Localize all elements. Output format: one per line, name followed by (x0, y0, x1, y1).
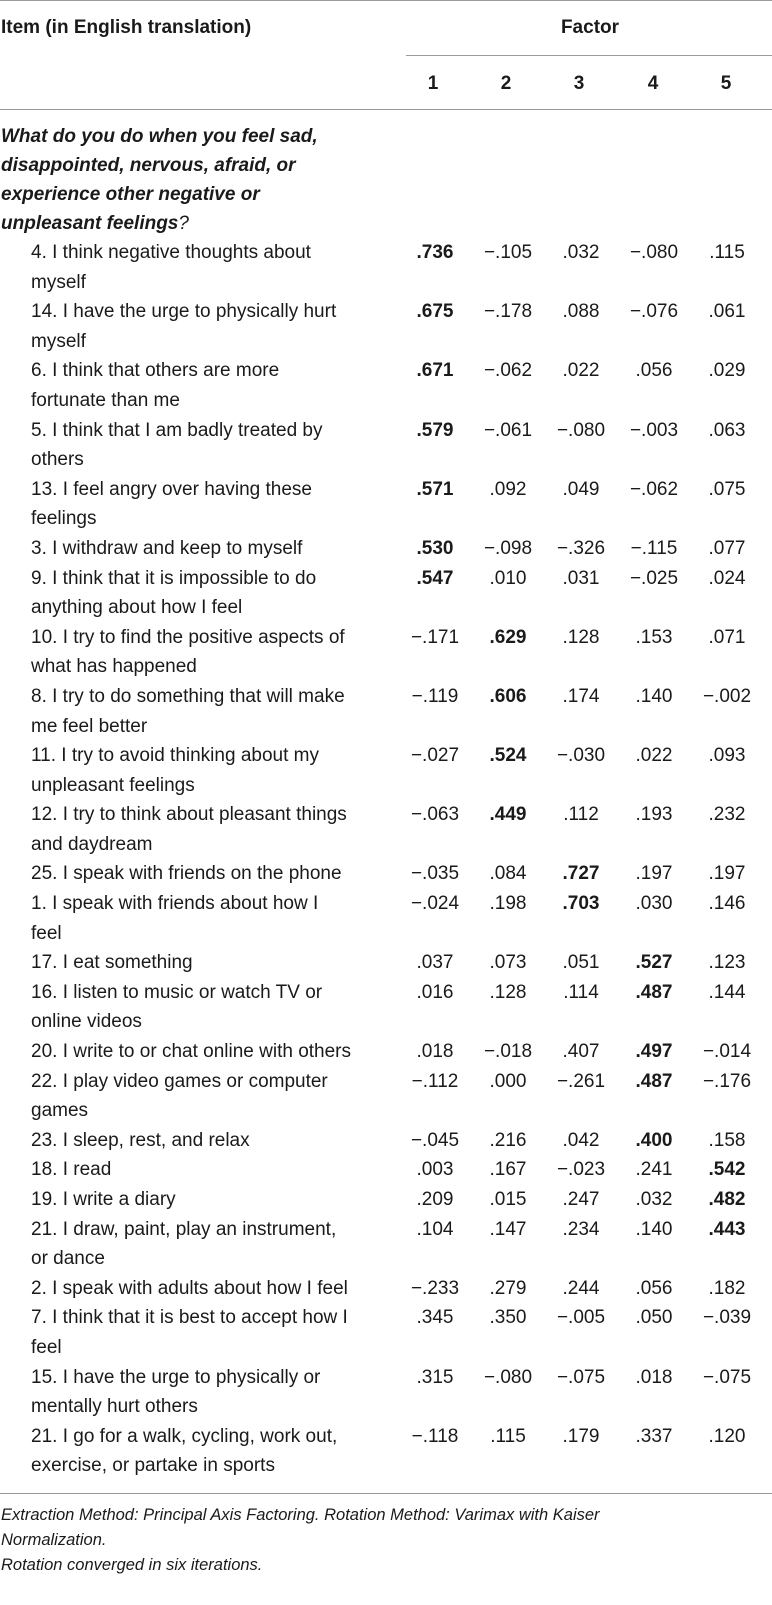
loading-factor-4: .527 (635, 952, 673, 974)
loading-factor-5: .542 (708, 1159, 746, 1181)
loading-factor-2: .524 (489, 745, 527, 767)
loading-factor-2: .000 (489, 1070, 527, 1092)
item-label-line: fortunate than me (31, 389, 180, 411)
item-label-line: and daydream (31, 833, 153, 855)
loading-factor-5: .197 (708, 863, 746, 885)
loading-factor-3: .234 (562, 1218, 600, 1240)
loading-factor-4: −.115 (630, 537, 678, 559)
item-label-line: 20. I write to or chat online with others (31, 1041, 351, 1063)
item-label (0, 1155, 389, 1185)
loading-factor-1: .315 (416, 1366, 454, 1388)
loading-factor-5: .123 (708, 952, 746, 974)
item-label-line: 19. I write a diary (31, 1189, 176, 1210)
loading-factor-1: −.035 (410, 863, 460, 885)
loading-factor-3: −.030 (556, 745, 606, 767)
loading-factor-4: .497 (635, 1041, 673, 1063)
loading-factor-1: .530 (416, 537, 454, 559)
loading-factor-1: −.024 (410, 893, 460, 915)
item-label-line: others (31, 449, 84, 471)
section-question-line: disappointed, nervous, afraid, or (1, 155, 296, 176)
loading-factor-1: .675 (416, 301, 454, 323)
loading-factor-2: .084 (489, 863, 527, 885)
loading-factor-4: .022 (635, 745, 673, 767)
loading-factor-4: .018 (635, 1366, 673, 1388)
item-label-line: 14. I have the urge to physically hurt (31, 301, 337, 323)
loading-factor-4: .056 (635, 360, 673, 382)
loading-factor-5: .482 (708, 1189, 746, 1210)
loading-factor-3: −.261 (556, 1070, 606, 1092)
section-question-line (1, 209, 772, 238)
item-label (0, 475, 389, 534)
loading-factor-2: .629 (489, 626, 527, 648)
loading-factor-1: .003 (416, 1159, 454, 1181)
loading-factor-5: .120 (708, 1425, 746, 1447)
loading-factor-3: .031 (562, 567, 600, 589)
loading-factor-4: .140 (635, 685, 673, 707)
loading-factor-1: .037 (416, 952, 454, 974)
loading-factor-5: −.176 (702, 1070, 752, 1092)
loading-factor-5: .232 (708, 804, 746, 826)
factor-1-header: 1 (427, 73, 439, 94)
table-row (0, 564, 772, 623)
loading-factor-4: .032 (635, 1189, 673, 1210)
table-row (0, 1303, 772, 1362)
item-label-line: myself (31, 330, 86, 352)
table-row (0, 1067, 772, 1126)
loading-factor-1: .016 (416, 981, 454, 1003)
loading-factor-2: −.018 (483, 1041, 533, 1063)
factor-5-header: 5 (720, 73, 732, 94)
item-label (0, 1274, 389, 1304)
item-label (0, 741, 389, 800)
loading-factor-5: .029 (708, 360, 746, 382)
loading-factor-3: −.075 (556, 1366, 606, 1388)
loading-factor-1: −.045 (410, 1129, 460, 1151)
loading-factor-1: .736 (416, 242, 454, 263)
loading-factor-1: −.171 (410, 626, 460, 648)
loading-factor-5: .158 (708, 1129, 746, 1151)
item-label-line: me feel better (31, 715, 148, 737)
section-question-line: What do you do when you feel sad, (1, 126, 318, 147)
item-label-line: 15. I have the urge to physically or (31, 1366, 321, 1388)
loading-factor-3: .042 (562, 1129, 600, 1151)
item-label (0, 1363, 389, 1422)
loading-factor-2: −.061 (483, 419, 533, 441)
item-label (0, 1185, 389, 1215)
loading-factor-1: −.118 (411, 1425, 459, 1447)
loading-factor-3: −.023 (556, 1159, 606, 1181)
item-label-line: 11. I try to avoid thinking about my (31, 745, 319, 767)
item-label-line: mentally hurt others (31, 1396, 198, 1418)
table-row (0, 682, 772, 741)
loading-factor-3: .244 (562, 1277, 600, 1299)
loading-factor-4: .197 (635, 863, 673, 885)
loading-factor-1: −.233 (410, 1277, 460, 1299)
item-label (0, 859, 389, 889)
loading-factor-4: .487 (635, 981, 673, 1003)
item-label (0, 1037, 389, 1067)
loading-factor-5: .071 (708, 626, 746, 648)
loading-factor-1: −.119 (411, 685, 459, 707)
item-label-line: 1. I speak with friends about how I (31, 893, 319, 915)
item-label-line: 23. I sleep, rest, and relax (31, 1129, 250, 1151)
loading-factor-3: .051 (562, 952, 600, 974)
item-label (0, 564, 389, 623)
loading-factor-4: .400 (635, 1129, 673, 1151)
loading-factor-5: .182 (708, 1277, 746, 1299)
table-row (0, 1185, 772, 1215)
item-label (0, 978, 389, 1037)
loading-factor-3: .114 (563, 981, 599, 1003)
loading-factor-4: .030 (635, 893, 673, 915)
table-row (0, 1215, 772, 1274)
loading-factor-2: .092 (489, 478, 527, 500)
table-row (0, 238, 772, 297)
loading-factor-4: −.025 (629, 567, 679, 589)
loading-factor-2: −.098 (483, 537, 533, 559)
item-label-line: 13. I feel angry over having these (31, 478, 312, 500)
loading-factor-3: .049 (562, 478, 600, 500)
table-row (0, 1363, 772, 1422)
loading-factor-2: .167 (489, 1159, 527, 1181)
item-label-line: 3. I withdraw and keep to myself (31, 537, 303, 559)
loading-factor-5: .115 (709, 242, 745, 263)
loading-factor-3: .088 (562, 301, 600, 323)
loading-factor-5: −.014 (702, 1041, 752, 1063)
table-row (0, 741, 772, 800)
loading-factor-1: .209 (416, 1189, 454, 1210)
loading-factor-5: .063 (708, 419, 746, 441)
table-row (0, 534, 772, 564)
loading-factor-4: .140 (635, 1218, 673, 1240)
item-label-line: or dance (31, 1248, 105, 1270)
loading-factor-1: −.063 (410, 804, 460, 826)
item-label (0, 1126, 389, 1156)
loading-factor-2: .216 (489, 1129, 527, 1151)
table-footnote (0, 1493, 772, 1578)
item-label (0, 1215, 389, 1274)
item-label-line: 2. I speak with adults about how I feel (31, 1277, 348, 1299)
item-label-line: 21. I draw, paint, play an instrument, (31, 1218, 337, 1240)
section-question-text: unpleasant feelings (1, 213, 179, 234)
loading-factor-5: .075 (708, 478, 746, 500)
item-label-line: feel (31, 922, 62, 944)
loading-factor-4: .050 (635, 1307, 673, 1329)
table-row (0, 1422, 772, 1481)
item-label-line: 4. I think negative thoughts about (31, 242, 311, 263)
loading-factor-5: .077 (708, 537, 746, 559)
table-row (0, 978, 772, 1037)
item-label-line: 6. I think that others are more (31, 360, 280, 382)
item-label (0, 682, 389, 741)
loading-factor-4: −.003 (629, 419, 679, 441)
loading-factor-1: .671 (416, 360, 454, 382)
item-label (0, 297, 389, 356)
item-label-line: myself (31, 271, 86, 293)
loading-factor-5: −.002 (702, 685, 752, 707)
item-label-line: 18. I read (31, 1159, 112, 1181)
loading-factor-2: .449 (489, 804, 527, 826)
item-label (0, 1067, 389, 1126)
loading-factor-3: .174 (562, 685, 600, 707)
loading-factor-1: .547 (416, 567, 454, 589)
loading-factor-3: −.005 (556, 1307, 606, 1329)
factor-2-header: 2 (500, 73, 512, 94)
item-label (0, 238, 389, 297)
item-label-line: 17. I eat something (31, 952, 193, 974)
loading-factor-3: .032 (562, 242, 600, 263)
item-column-header: Item (in English translation) (1, 17, 252, 38)
loading-factor-3: .179 (562, 1425, 600, 1447)
header-divider (406, 55, 772, 56)
question-mark: ? (178, 213, 189, 234)
loading-factor-2: .606 (489, 685, 527, 707)
loading-factor-2: .147 (489, 1218, 527, 1240)
loading-factor-2: .279 (489, 1277, 527, 1299)
table-row (0, 1126, 772, 1156)
loading-factor-1: −.112 (411, 1070, 459, 1092)
table-row (0, 475, 772, 534)
table-row (0, 859, 772, 889)
loading-factor-4: −.062 (629, 478, 679, 500)
loading-factor-1: .579 (416, 419, 454, 441)
item-label (0, 356, 389, 415)
loading-factor-2: .073 (489, 952, 527, 974)
item-label (0, 1303, 389, 1362)
table-row (0, 356, 772, 415)
item-label-line: 7. I think that it is best to accept how I (31, 1307, 348, 1329)
item-label-line: 12. I try to think about pleasant things (31, 804, 347, 826)
item-label-line: exercise, or partake in sports (31, 1455, 275, 1477)
table-row (0, 800, 772, 859)
factor-column-header: Factor (560, 17, 620, 38)
loading-factor-2: −.105 (483, 242, 533, 263)
item-label-line: 8. I try to do something that will make (31, 685, 345, 707)
factor-3-header: 3 (573, 73, 585, 94)
loading-factor-3: .022 (562, 360, 600, 382)
loading-factor-4: −.080 (629, 242, 679, 263)
table-row (0, 1037, 772, 1067)
loading-factor-3: −.326 (556, 537, 606, 559)
factor-4-header: 4 (647, 73, 659, 94)
item-label-line: feelings (31, 508, 97, 530)
table-body (0, 238, 772, 1481)
loading-factor-4: .487 (635, 1070, 673, 1092)
item-label-line: online videos (31, 1011, 142, 1033)
loading-factor-4: .337 (635, 1425, 673, 1447)
loading-factor-3: .247 (562, 1189, 600, 1210)
loading-factor-4: .153 (635, 626, 673, 648)
footnote-line: Normalization. (1, 1530, 107, 1549)
loading-factor-3: .128 (562, 626, 600, 648)
item-label (0, 800, 389, 859)
table-row (0, 1274, 772, 1304)
loading-factor-5: .144 (708, 981, 746, 1003)
section-question-line: experience other negative or (1, 184, 260, 205)
loading-factor-5: .443 (708, 1218, 746, 1240)
item-label (0, 416, 389, 475)
item-label-line: 9. I think that it is impossible to do (31, 567, 317, 589)
item-label-line: 21. I go for a walk, cycling, work out, (31, 1425, 338, 1447)
item-label-line: anything about how I feel (31, 597, 243, 619)
item-label-line: games (31, 1100, 89, 1122)
loading-factor-2: .350 (489, 1307, 527, 1329)
loading-factor-2: .198 (489, 893, 527, 915)
loading-factor-4: −.076 (629, 301, 679, 323)
table-row (0, 297, 772, 356)
item-label-line: 5. I think that I am badly treated by (31, 419, 323, 441)
loading-factor-1: −.027 (410, 745, 460, 767)
table-row (0, 1155, 772, 1185)
item-label-line: 22. I play video games or computer (31, 1070, 328, 1092)
item-label-line: unpleasant feelings (31, 774, 195, 796)
section-question (0, 110, 772, 238)
loading-factor-4: .193 (635, 804, 673, 826)
item-label (0, 623, 389, 682)
loading-factor-2: −.080 (483, 1366, 533, 1388)
footnote-line: Extraction Method: Principal Axis Factoring. Rotation Method: Varimax with Kaiser (1, 1505, 600, 1524)
table-row (0, 889, 772, 948)
loading-factor-2: .128 (489, 981, 527, 1003)
loading-factor-2: −.178 (483, 301, 533, 323)
loading-factor-5: −.075 (702, 1366, 752, 1388)
loading-factor-1: .104 (416, 1218, 454, 1240)
item-label-line: 10. I try to find the positive aspects of (31, 626, 345, 648)
loading-factor-5: .093 (708, 745, 746, 767)
item-label-line: 25. I speak with friends on the phone (31, 863, 342, 885)
item-label (0, 889, 389, 948)
footnote-line: Rotation converged in six iterations. (1, 1555, 263, 1574)
table-row (0, 623, 772, 682)
loading-factor-1: .571 (416, 478, 454, 500)
loading-factor-4: .056 (635, 1277, 673, 1299)
loading-factor-5: .024 (708, 567, 746, 589)
item-label-line: 16. I listen to music or watch TV or (31, 981, 323, 1003)
loading-factor-2: .010 (489, 567, 527, 589)
item-label (0, 948, 389, 978)
item-label (0, 1422, 389, 1481)
table-row (0, 948, 772, 978)
loading-factor-1: .018 (416, 1041, 454, 1063)
loading-factor-4: .241 (635, 1159, 673, 1181)
loading-factor-2: −.062 (483, 360, 533, 382)
loading-factor-5: .146 (708, 893, 746, 915)
table-row (0, 416, 772, 475)
table-header (0, 0, 772, 110)
loading-factor-2: .115 (490, 1425, 526, 1447)
item-label-line: what has happened (31, 656, 197, 678)
loading-factor-5: .061 (708, 301, 746, 323)
loading-factor-5: −.039 (702, 1307, 752, 1329)
item-label (0, 534, 389, 564)
loading-factor-3: .727 (562, 863, 600, 885)
loading-factor-3: .112 (563, 804, 599, 826)
item-label-line: feel (31, 1336, 62, 1358)
loading-factor-2: .015 (489, 1189, 527, 1210)
loading-factor-1: .345 (416, 1307, 454, 1329)
loading-factor-3: .703 (562, 893, 600, 915)
loading-factor-3: −.080 (556, 419, 606, 441)
loading-factor-3: .407 (562, 1041, 600, 1063)
